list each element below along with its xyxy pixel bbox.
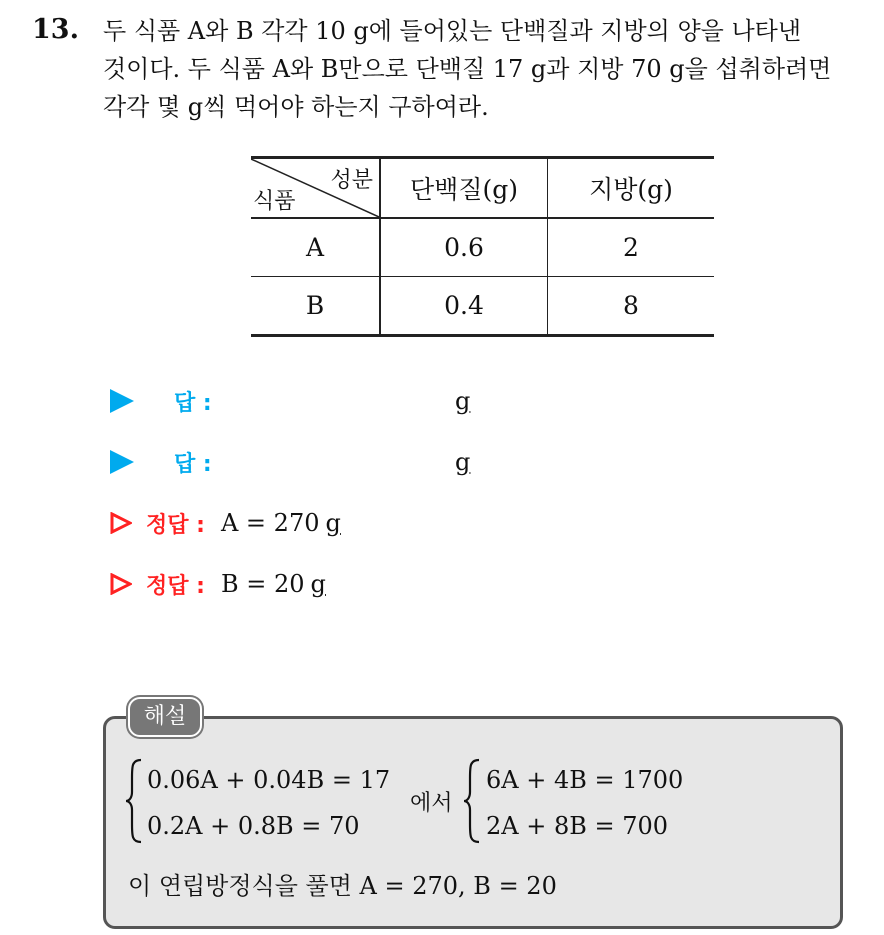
equation-1a: 0.06A + 0.04B = 17	[147, 766, 391, 794]
left-brace-icon	[462, 758, 482, 844]
equation-1b: 0.2A + 0.8B = 70	[147, 812, 360, 840]
solution-row	[110, 506, 341, 540]
answer-unit: g	[455, 387, 471, 415]
play-triangle-icon	[110, 389, 134, 413]
equation-2b: 2A + 8B = 700	[486, 812, 669, 840]
explanation-conclusion: 이 연립방정식을 풀면 A = 270, B = 20	[128, 872, 557, 900]
answer-row	[110, 384, 510, 418]
table-cell-food: A	[251, 218, 380, 277]
question-line: 각각 몇 g씩 먹어야 하는지 구하여라.	[103, 93, 489, 121]
answer-unit: g	[455, 448, 471, 476]
table-cell-fat: 2	[548, 218, 715, 277]
outline-triangle-icon	[110, 512, 132, 534]
solution-unit: g	[310, 570, 326, 598]
play-triangle-icon	[110, 450, 134, 474]
question-line: 것이다. 두 식품 A와 B만으로 단백질 17 g과 지방 70 g을 섭취하려면	[103, 55, 832, 83]
answer-row	[110, 445, 510, 479]
table-header-protein: 단백질(g)	[380, 158, 548, 219]
table-cell-food: B	[251, 277, 380, 336]
solution-label: 정답 :	[146, 512, 205, 538]
table-corner-cell	[251, 158, 380, 219]
solution-unit: g	[325, 509, 341, 537]
left-brace-icon	[124, 758, 144, 844]
question-number: 13.	[32, 14, 79, 45]
table-header-row	[251, 158, 714, 219]
question-text	[103, 12, 873, 126]
question-line: 두 식품 A와 B 각각 10 g에 들어있는 단백질과 지방의 양을 나타낸	[103, 17, 802, 45]
equation-2a: 6A + 4B = 1700	[486, 766, 684, 794]
solution-row	[110, 567, 326, 601]
table-cell-protein: 0.6	[380, 218, 548, 277]
corner-label-row: 식품	[253, 189, 296, 214]
nutrition-table	[251, 156, 714, 337]
answer-label: 답 :	[174, 390, 212, 416]
answer-label: 답 :	[174, 451, 212, 477]
solution-value: B = 20	[220, 570, 305, 598]
explanation-tag: 해설	[128, 697, 202, 737]
table-row	[251, 218, 714, 277]
table-cell-fat: 8	[623, 291, 639, 320]
table-row	[251, 277, 714, 336]
solution-value: A = 270	[220, 509, 320, 537]
table-header-fat: 지방(g)	[548, 158, 715, 219]
table-cell-protein: 0.4	[380, 277, 548, 336]
connector-text: 에서	[410, 791, 453, 816]
solution-label: 정답 :	[146, 573, 205, 599]
corner-label-column: 성분	[330, 168, 373, 193]
outline-triangle-icon	[110, 573, 132, 595]
